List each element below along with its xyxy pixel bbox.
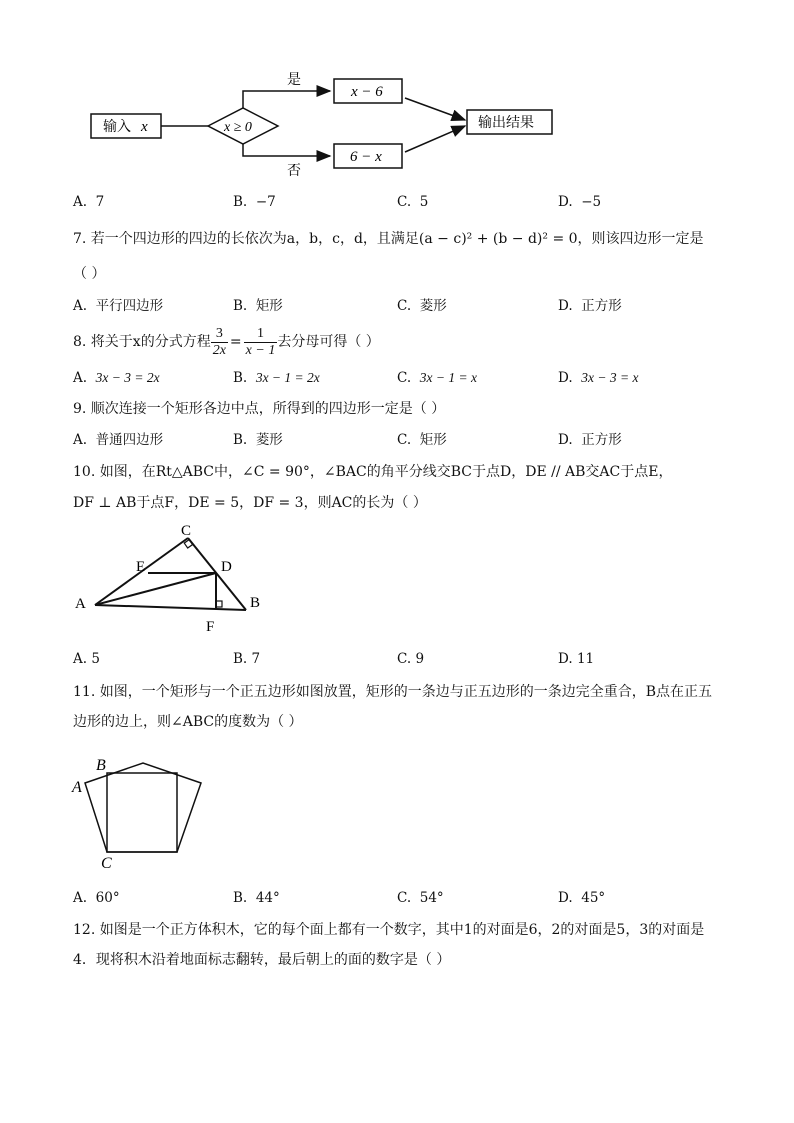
no-arrow: [243, 144, 330, 156]
q9-option-b[interactable]: B. 菱形: [233, 432, 283, 448]
q12-stem-line2: 4．现将积木沿着地面标志翻转，最后朝上的面的数字是（ ）: [73, 952, 451, 968]
q9-option-a[interactable]: A. 普通四边形: [73, 432, 164, 448]
label-f: F: [206, 619, 215, 635]
q6-option-b[interactable]: B. −7: [233, 194, 276, 210]
label-a: A: [75, 596, 86, 612]
label-a: A: [72, 779, 82, 796]
output-label: 输出结果: [478, 116, 534, 131]
q8-fraction-right: $\frac{1}{x - 1}$: [245, 325, 276, 358]
q10-option-b[interactable]: B. 7: [233, 651, 261, 667]
q7-option-c[interactable]: C. 菱形: [397, 298, 447, 314]
q8-option-a[interactable]: A. 3x − 3 = 2x: [73, 370, 160, 386]
q7-option-d[interactable]: D. 正方形: [558, 298, 622, 314]
no-label: 否: [287, 164, 301, 179]
label-b: B: [250, 595, 261, 611]
q7-stem: 7. 若一个四边形的四边的长依次为a，b，c，d，且满足(a − c)² + (b − d)² = 0，则该四边形一定是: [73, 231, 704, 247]
q8-prefix: 8. 将关于x的分式方程: [73, 334, 211, 350]
rectangle: [107, 773, 177, 852]
q8-option-c[interactable]: C. 3x − 1 = x: [397, 370, 477, 386]
q10-option-c[interactable]: C. 9: [397, 651, 425, 667]
no-to-output-arrow: [405, 126, 465, 152]
q7-option-b[interactable]: B. 矩形: [233, 298, 283, 314]
q7-answer-blank: （ ）: [73, 266, 106, 282]
q8-fraction-left: $\frac{3}{2x}$: [212, 325, 226, 358]
label-c: C: [181, 523, 192, 539]
q10-stem-line2: DF ⊥ AB于点F，DE = 5，DF = 3，则AC的长为（ ）: [73, 495, 427, 511]
q11-stem-line1: 11. 如图，一个矩形与一个正五边形如图放置，矩形的一条边与正五边形的一条边完全重合，B点在正五: [73, 684, 713, 700]
q9-stem: 9. 顺次连接一个矩形各边中点，所得到的四边形一定是（ ）: [73, 401, 446, 417]
q11-option-b[interactable]: B. 44°: [233, 890, 280, 906]
input-label: 输入: [103, 120, 131, 135]
q9-option-c[interactable]: C. 矩形: [397, 432, 447, 448]
pentagon: [85, 763, 201, 852]
q6-option-c[interactable]: C. 5: [397, 194, 429, 210]
q10-stem-line1: 10. 如图，在Rt△ABC中，∠C = 90°，∠BAC的角平分线交BC于点D，DE // AB交AC于点E，: [73, 464, 673, 480]
label-e: E: [136, 559, 146, 575]
q8-stem: [73, 324, 380, 360]
q10-option-a[interactable]: A. 5: [73, 651, 100, 667]
yes-to-output-arrow: [405, 98, 465, 120]
q6-option-a[interactable]: A. 7: [73, 194, 105, 210]
q11-stem-line2: 边形的边上，则∠ABC的度数为（ ）: [73, 714, 303, 730]
q10-triangle-figure: [60, 518, 290, 638]
yes-arrow: [243, 91, 330, 108]
yes-expr: x − 6: [351, 84, 383, 100]
q6-option-d[interactable]: D. −5: [558, 194, 602, 210]
q12-stem-line1: 12. 如图是一个正方体积木，它的每个面上都有一个数字，其中1的对面是6，2的对面是5，3的对面是: [73, 922, 705, 938]
label-d: D: [221, 559, 232, 575]
condition-text: x ≥ 0: [224, 120, 252, 135]
q11-option-a[interactable]: A. 60°: [73, 890, 120, 906]
q8-option-d[interactable]: D. 3x − 3 = x: [558, 370, 639, 386]
q10-option-d[interactable]: D. 11: [558, 651, 595, 667]
q11-pentagon-figure: [60, 750, 230, 875]
yes-label: 是: [287, 73, 301, 88]
q7-option-a[interactable]: A. 平行四边形: [73, 298, 164, 314]
q11-option-d[interactable]: D. 45°: [558, 890, 606, 906]
q8-suffix: 去分母可得（ ）: [277, 334, 380, 350]
q8-equals: =: [229, 334, 242, 350]
q11-option-c[interactable]: C. 54°: [397, 890, 444, 906]
q9-option-d[interactable]: D. 正方形: [558, 432, 622, 448]
label-c: C: [101, 855, 112, 872]
flowchart-diagram: [0, 60, 794, 185]
q8-option-b[interactable]: B. 3x − 1 = 2x: [233, 370, 320, 386]
no-expr: 6 − x: [350, 149, 382, 165]
input-var: x: [141, 119, 148, 135]
label-b: B: [96, 757, 106, 774]
